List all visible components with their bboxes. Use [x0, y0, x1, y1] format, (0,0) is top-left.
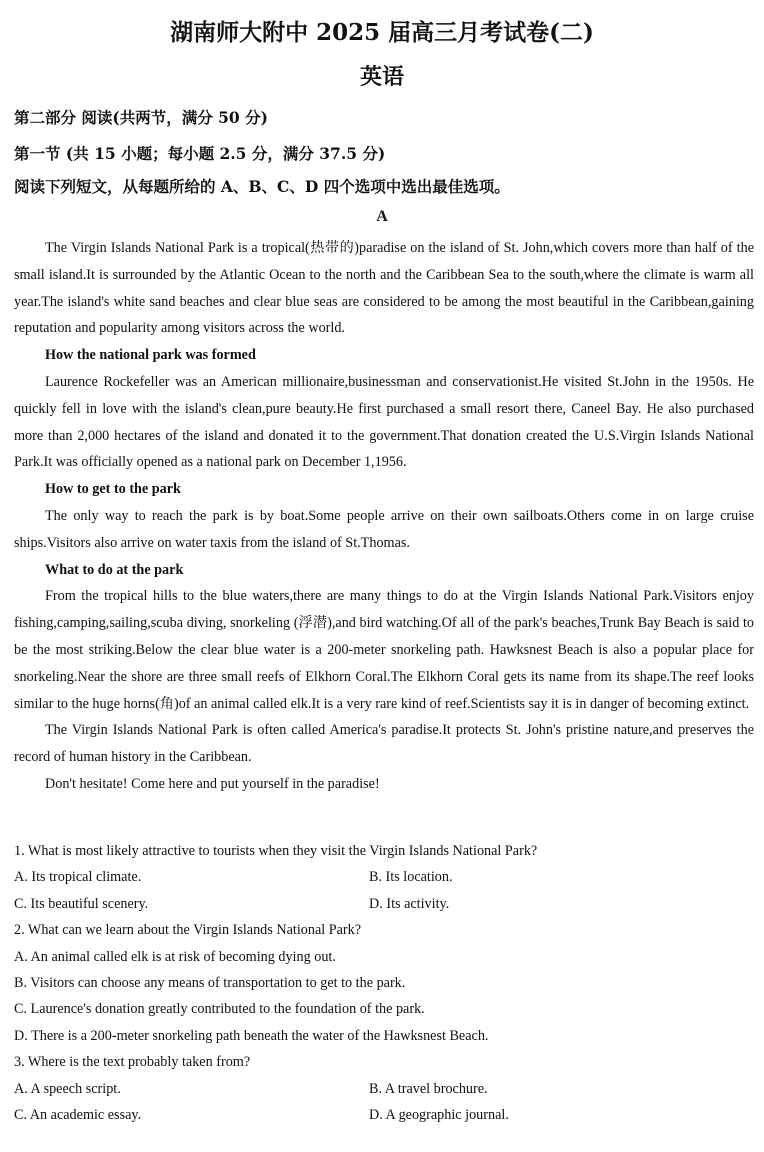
question-3-option-c[interactable]: C. An academic essay.: [14, 1106, 142, 1123]
question-1-stem: 1. What is most likely attractive to tourists when they visit the Virgin Islands National Park?: [14, 843, 538, 859]
question-2-option-d[interactable]: D. There is a 200-meter snorkeling path beneath the water of the Hawksnest Beach.: [14, 1027, 489, 1044]
question-3-option-b[interactable]: B. A travel brochure.: [369, 1080, 488, 1097]
paragraph-activities: From the tropical hills to the blue waters,there are many things to do at the Virgin Islands National Park.Visitors enjoy fishing,camping,sailing,scuba diving, snorkeling (浮潜),and bird watching.Of all of the park's beaches,Trunk Bay Beach is said to be the most striking.Below the clear blue water is a 200-meter snorkeling path. Hawksnest Beach is also a popular place for snorkeling.Near the shore are three small reefs of Elkhorn Coral.The Elkhorn Coral gets its name from its shape.The reef looks similar to the huge horns(角)of an animal called elk.It is a very rare kind of reef.Scientists say it is in danger of becoming extinct.: [14, 588, 754, 712]
question-1-options-row2: [14, 891, 754, 917]
question-list: [14, 838, 754, 1128]
paragraph-transport: The only way to reach the park is by boat.Some people arrive on their own sailboats.Others come in on large cruise ships.Visitors also arrive on water taxis from the island of St.Thomas.: [14, 507, 754, 551]
subheading-get-to: How to get to the park: [45, 481, 181, 498]
question-3-options-row1: [14, 1076, 754, 1102]
subheading-what-to-do: What to do at the park: [45, 561, 184, 578]
subject-title: 英语: [359, 64, 404, 90]
question-2-stem: 2. What can we learn about the Virgin Islands National Park?: [14, 922, 362, 939]
paragraph-rockefeller: Laurence Rockefeller was an American millionaire,businessman and conservationist.He visited St.John in the 1950s. He quickly fell in love with the island's clean,pure beauty.He first purchased a small resort there, Caneel Bay. He also purchased more than 2,000 hectares of the island and donated it to the government.That donation created the U.S.Virgin Islands National Park.It was officially opened as a national park on December 1,1956.: [14, 373, 754, 471]
question-1-option-b[interactable]: B. Its location.: [369, 869, 453, 886]
section-heading: 第一节 (共 15 小题；每小题 2.5 分，满分 37.5 分): [14, 144, 386, 163]
question-1-option-c[interactable]: C. Its beautiful scenery.: [14, 895, 149, 912]
question-1-option-a[interactable]: A. Its tropical climate.: [14, 869, 142, 886]
question-3-option-a[interactable]: A. A speech script.: [14, 1080, 121, 1097]
paragraph-americas-paradise: The Virgin Islands National Park is often called America's paradise.It protects St. John's pristine nature,and preserves the record of human history in the Caribbean.: [14, 722, 754, 766]
subheading-formed: How the national park was formed: [45, 347, 256, 364]
question-1-options-row1: [14, 864, 754, 890]
directions: 阅读下列短文，从每题所给的 A、B、C、D 四个选项中选出最佳选项。: [14, 177, 510, 196]
question-2-option-b[interactable]: B. Visitors can choose any means of transportation to get to the park.: [14, 974, 406, 991]
question-3-options-row2: [14, 1102, 754, 1128]
passage-text: [14, 235, 754, 798]
question-1-option-d[interactable]: D. Its activity.: [369, 895, 450, 912]
question-3-option-d[interactable]: D. A geographic journal.: [369, 1106, 509, 1123]
question-3-stem: 3. Where is the text probably taken from?: [14, 1054, 251, 1071]
question-2-option-a[interactable]: A. An animal called elk is at risk of becoming dying out.: [14, 948, 336, 965]
question-2-option-c[interactable]: C. Laurence's donation greatly contributed to the foundation of the park.: [14, 1001, 425, 1018]
exam-title: 湖南师大附中 2025 届高三月考试卷(二): [170, 19, 594, 46]
part-heading: 第二部分 阅读(共两节，满分 50 分): [14, 108, 268, 127]
passage-label: A: [376, 208, 388, 225]
paragraph-closing: Don't hesitate! Come here and put yourself in the paradise!: [45, 775, 380, 792]
paragraph-intro: The Virgin Islands National Park is a tropical(热带的)paradise on the island of St. John,which covers more than half of the small island.It is surrounded by the Atlantic Ocean to the north and the Caribbean Sea to the south,where the climate is warm all year.The island's white sand beaches and clear blue seas are considered to be among the most beautiful in the Caribbean,gaining reputation and popularity among visitors across the world.: [14, 240, 754, 337]
